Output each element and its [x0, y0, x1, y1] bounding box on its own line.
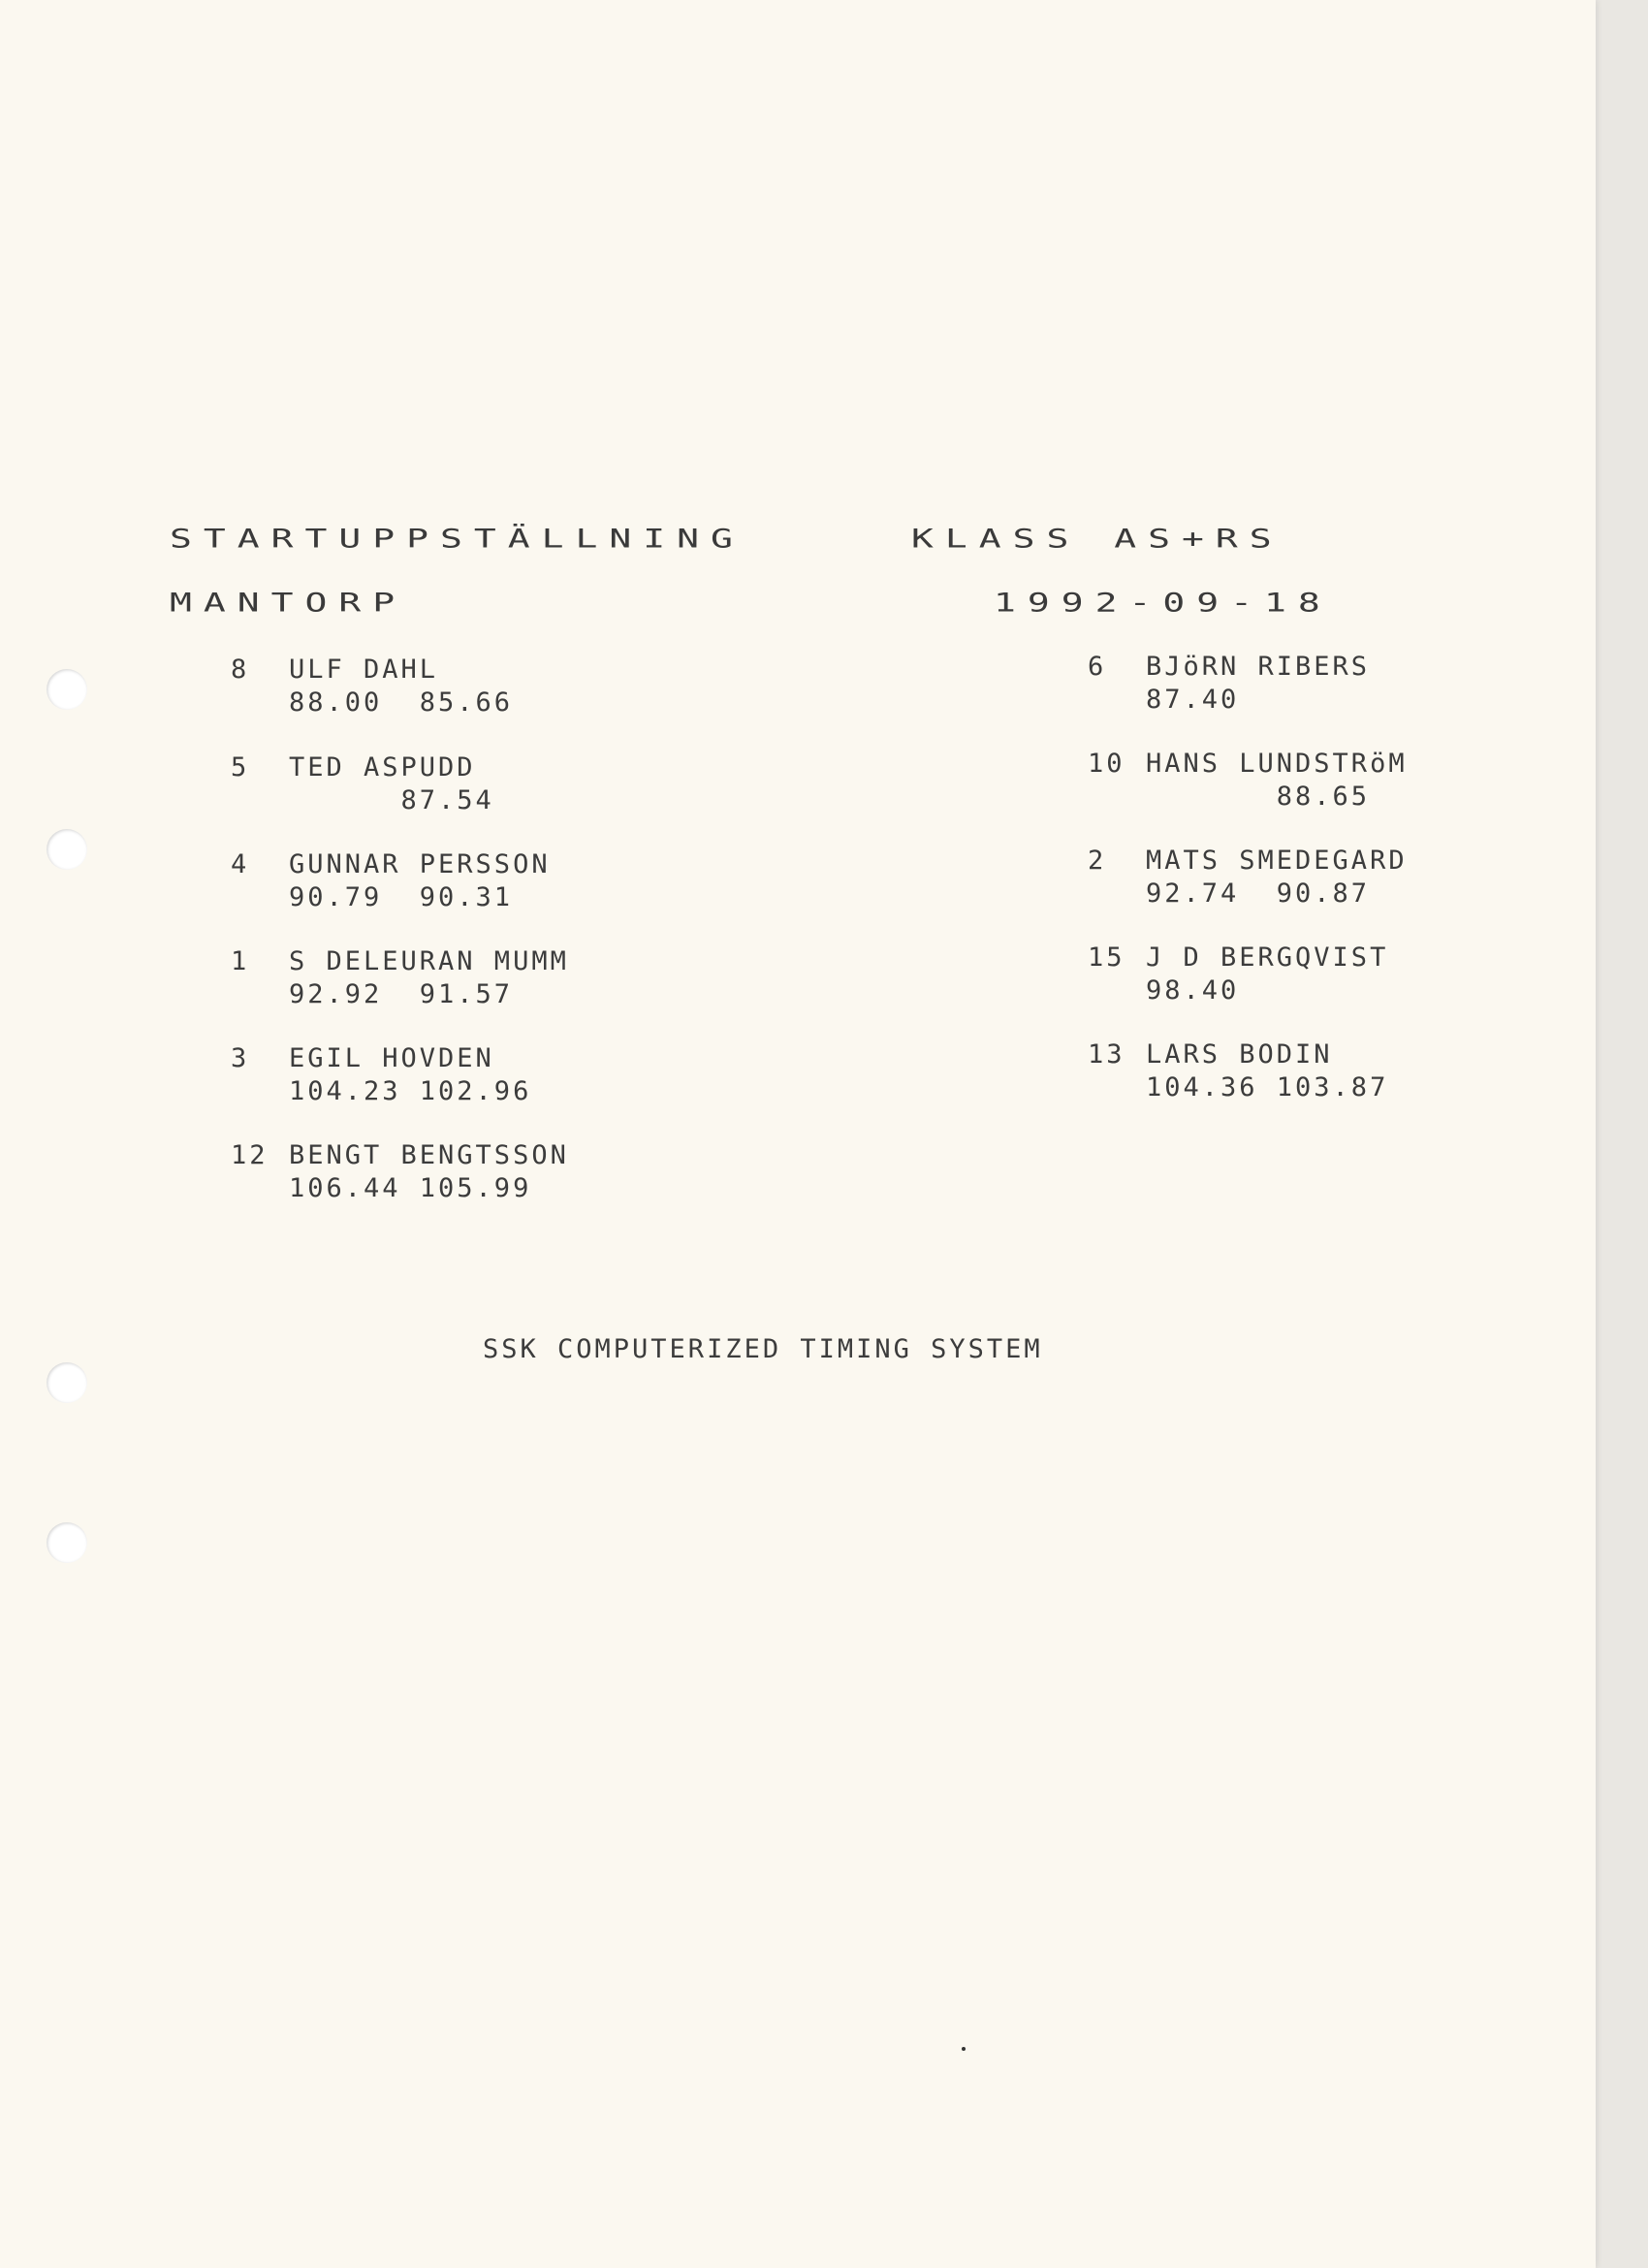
driver-name: TED ASPUDD — [289, 752, 476, 783]
lap-times: 90.79 90.31 — [289, 882, 514, 912]
lap-times: 87.40 — [1146, 685, 1240, 715]
driver-name: EGIL HOVDEN — [289, 1043, 494, 1073]
start-number: 8 — [231, 655, 250, 685]
driver-name: BJöRN RIBERS — [1146, 652, 1371, 682]
start-number: 15 — [1088, 942, 1125, 973]
lap-times: 87.54 — [289, 785, 494, 815]
lap-times: 98.40 — [1146, 975, 1240, 1006]
start-number: 2 — [1088, 846, 1107, 876]
punch-hole — [47, 669, 87, 710]
lap-times: 92.74 90.87 — [1146, 878, 1371, 909]
lap-times: 104.23 102.96 — [289, 1076, 532, 1106]
start-number: 4 — [231, 849, 250, 879]
ink-dot — [962, 2047, 966, 2051]
start-number: 6 — [1088, 652, 1107, 682]
driver-name: HANS LUNDSTRöM — [1146, 749, 1408, 779]
driver-name: GUNNAR PERSSON — [289, 849, 551, 879]
document-title: STARTUPPSTÄLLNING — [170, 524, 745, 554]
driver-name: LARS BODIN — [1146, 1039, 1333, 1070]
start-number: 10 — [1088, 749, 1125, 779]
lap-times: 106.44 105.99 — [289, 1173, 532, 1203]
punch-hole — [47, 1362, 87, 1403]
driver-name: ULF DAHL — [289, 655, 439, 685]
event-date: 1992-09-18 — [994, 588, 1332, 618]
driver-name: J D BERGQVIST — [1146, 942, 1389, 973]
driver-name: S DELEURAN MUMM — [289, 946, 569, 976]
class-label: KLASS AS+RS — [911, 524, 1284, 554]
punch-hole — [47, 1522, 87, 1563]
driver-name: BENGT BENGTSSON — [289, 1140, 569, 1170]
start-number: 5 — [231, 752, 250, 783]
driver-name: MATS SMEDEGARD — [1146, 846, 1408, 876]
punch-hole — [47, 829, 87, 870]
lap-times: 88.65 — [1146, 782, 1371, 812]
lap-times: 104.36 103.87 — [1146, 1072, 1389, 1102]
start-number: 12 — [231, 1140, 269, 1170]
location-label: MANTORP — [170, 588, 407, 618]
start-number: 1 — [231, 946, 250, 976]
start-number: 3 — [231, 1043, 250, 1073]
start-number: 13 — [1088, 1039, 1125, 1070]
footer-text: SSK COMPUTERIZED TIMING SYSTEM — [483, 1334, 1043, 1364]
lap-times: 92.92 91.57 — [289, 979, 514, 1009]
lap-times: 88.00 85.66 — [289, 687, 514, 718]
